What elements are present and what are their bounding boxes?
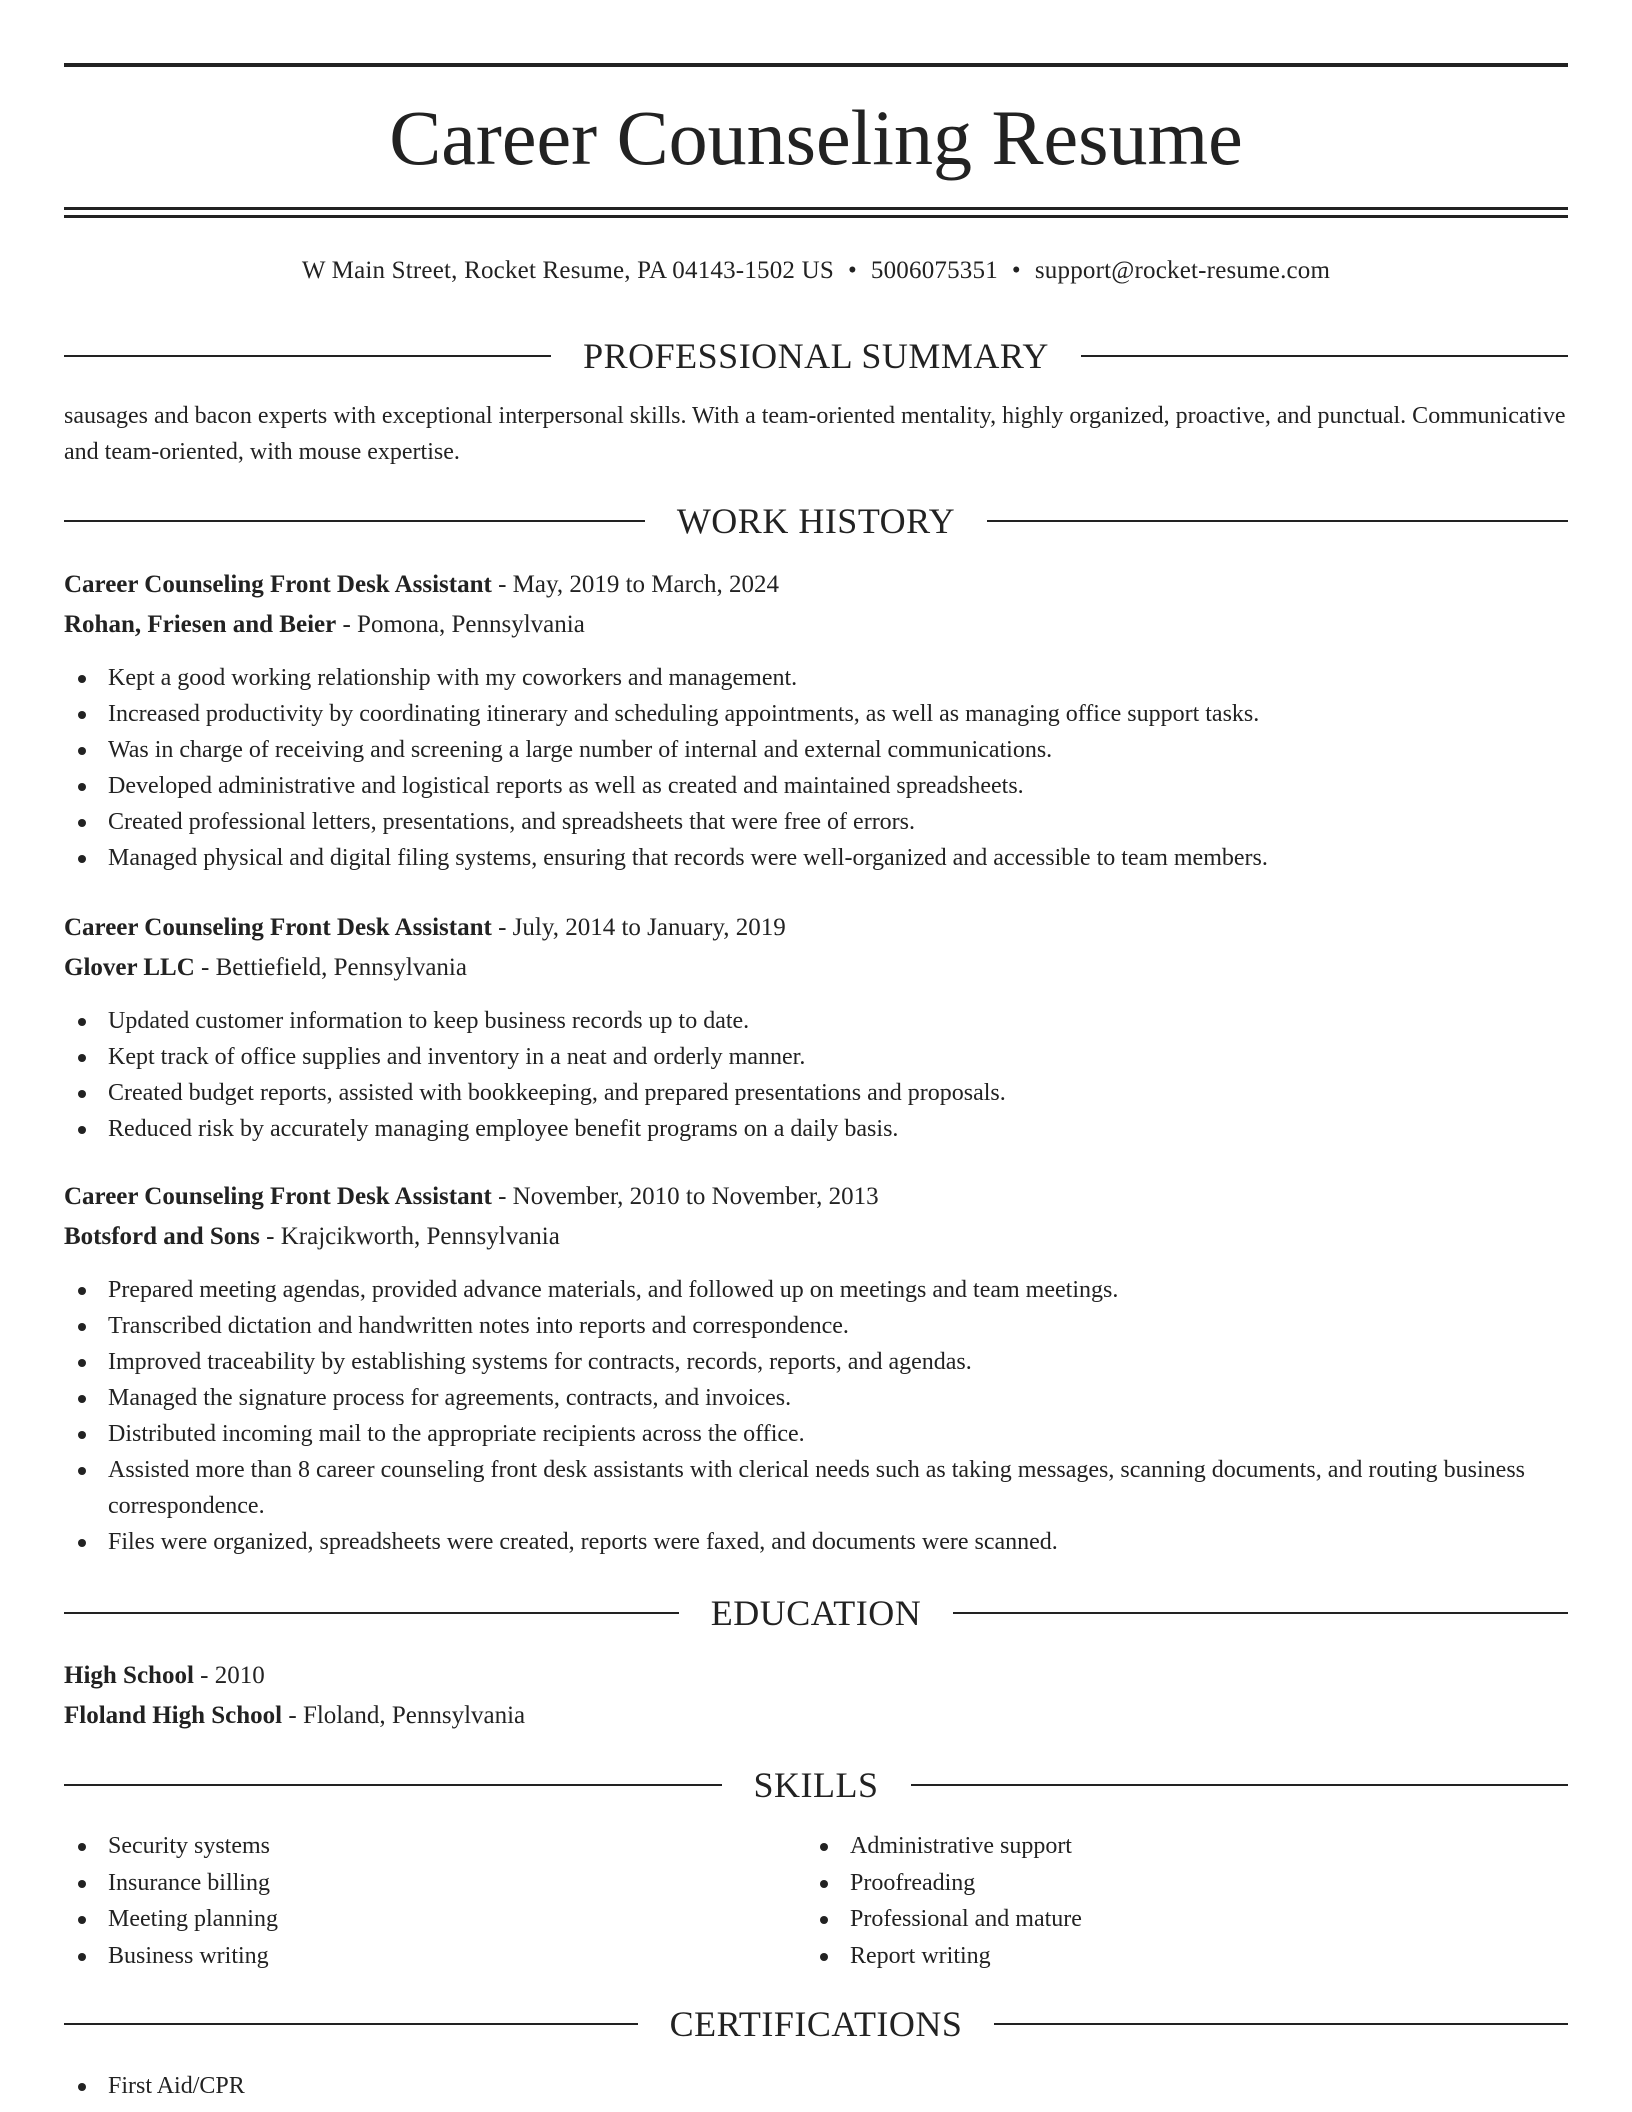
contact-line (64, 254, 1568, 288)
heading-rule (64, 355, 551, 357)
heading-rule (64, 1612, 679, 1614)
list-item: Increased productivity by coordinating itinerary and scheduling appointments, as well as managing office support tasks. (64, 696, 1568, 732)
section-heading-education (64, 1591, 1568, 1635)
list-item: Security systems (64, 1828, 804, 1865)
section-title: CERTIFICATIONS (669, 2004, 963, 2044)
list-item: First Aid/CPR (64, 2068, 1568, 2104)
education-location: - Floland, Pennsylvania (282, 1702, 526, 1729)
section-title: EDUCATION (710, 1593, 922, 1633)
list-item: Managed the signature process for agreements, contracts, and invoices. (64, 1380, 1568, 1416)
job-location: - Krajcikworth, Pennsylvania (259, 1223, 560, 1250)
job-location: - Bettiefield, Pennsylvania (194, 954, 467, 981)
section-heading-certifications (64, 2002, 1568, 2046)
list-item: Professional and mature (806, 1901, 1546, 1938)
contact-phone: 5006075351 (870, 257, 998, 284)
job-company: Rohan, Friesen and Beier (64, 611, 337, 638)
list-item: Administrative support (806, 1828, 1546, 1865)
contact-address: W Main Street, Rocket Resume, PA 04143-1502 US (301, 257, 834, 284)
list-item: Report writing (806, 1938, 1546, 1975)
job-company: Botsford and Sons (64, 1223, 260, 1250)
job-title: Career Counseling Front Desk Assistant (64, 571, 492, 598)
list-item: Kept a good working relationship with my coworkers and management. (64, 660, 1568, 696)
list-item: Business writing (64, 1938, 804, 1975)
contact-email: support@rocket-resume.com (1034, 257, 1331, 284)
heading-rule (64, 1784, 722, 1786)
list-item: Proofreading (806, 1865, 1546, 1902)
heading-rule (987, 520, 1568, 522)
list-item: Files were organized, spreadsheets were created, reports were faxed, and documents were scanned. (64, 1524, 1568, 1560)
job-company-line (64, 605, 1568, 645)
list-item: Kept track of office supplies and inventory in a neat and orderly manner. (64, 1039, 1568, 1075)
heading-rule (64, 2023, 638, 2025)
list-item: Created budget reports, assisted with bookkeeping, and prepared presentations and proposals. (64, 1075, 1568, 1111)
section-heading-skills (64, 1763, 1568, 1807)
list-item: Prepared meeting agendas, provided advance materials, and followed up on meetings and team meetings. (64, 1272, 1568, 1308)
skills-list-left (64, 1828, 804, 1974)
top-rule (64, 63, 1568, 67)
section-title: SKILLS (753, 1765, 879, 1805)
heading-rule (953, 1612, 1568, 1614)
education-school-line (64, 1696, 1568, 1736)
education-degree-line (64, 1656, 1568, 1696)
section-heading-summary (64, 334, 1568, 378)
certifications-list (64, 2068, 1568, 2104)
education-year: - 2010 (193, 1662, 265, 1689)
page-title: Career Counseling Resume (389, 94, 1243, 181)
heading-rule (64, 520, 645, 522)
job-title: Career Counseling Front Desk Assistant (64, 914, 492, 941)
list-item: Insurance billing (64, 1865, 804, 1902)
job-dates: - July, 2014 to January, 2019 (491, 914, 786, 941)
heading-rule (1081, 355, 1568, 357)
list-item: Developed administrative and logistical reports as well as created and maintained spreadsheets. (64, 768, 1568, 804)
job-dates: - November, 2010 to November, 2013 (491, 1183, 879, 1210)
list-item: Assisted more than 8 career counseling front desk assistants with clerical needs such as taking messages, scanning documents, and routing business correspondence. (64, 1452, 1568, 1524)
job-title-line (64, 565, 1568, 605)
list-item: Managed physical and digital filing systems, ensuring that records were well-organized and accessible to team members. (64, 840, 1568, 876)
job-bullets (64, 1272, 1568, 1560)
list-item: Reduced risk by accurately managing employee benefit programs on a daily basis. (64, 1111, 1568, 1147)
education-school: Floland High School (64, 1702, 283, 1729)
heading-rule (911, 1784, 1569, 1786)
list-item: Transcribed dictation and handwritten notes into reports and correspondence. (64, 1308, 1568, 1344)
summary-text: sausages and bacon experts with exceptional interpersonal skills. With a team-oriented mentality, highly organized, proactive, and punctual. Communicative and team-oriented, with mouse expertise. (64, 403, 1566, 465)
list-item: Created professional letters, presentations, and spreadsheets that were free of errors. (64, 804, 1568, 840)
list-item: Meeting planning (64, 1901, 804, 1938)
job-company-line (64, 1217, 1568, 1257)
title-rule-upper (64, 207, 1568, 210)
contact-separator: • (1011, 257, 1021, 284)
job-company-line (64, 948, 1568, 988)
list-item: Improved traceability by establishing systems for contracts, records, reports, and agendas. (64, 1344, 1568, 1380)
heading-rule (994, 2023, 1568, 2025)
job-title-line (64, 1177, 1568, 1217)
list-item: Distributed incoming mail to the appropriate recipients across the office. (64, 1416, 1568, 1452)
job-title-line (64, 908, 1568, 948)
section-heading-work (64, 499, 1568, 543)
list-item: Updated customer information to keep business records up to date. (64, 1003, 1568, 1039)
job-dates: - May, 2019 to March, 2024 (491, 571, 780, 598)
contact-separator: • (847, 257, 857, 284)
job-bullets (64, 660, 1568, 876)
title-rule-lower (64, 215, 1568, 218)
job-title: Career Counseling Front Desk Assistant (64, 1183, 492, 1210)
skills-list-right (806, 1828, 1546, 1974)
education-degree: High School (64, 1662, 194, 1689)
section-title: WORK HISTORY (676, 501, 956, 541)
list-item: Was in charge of receiving and screening a large number of internal and external communications. (64, 732, 1568, 768)
section-title: PROFESSIONAL SUMMARY (583, 336, 1049, 376)
job-location: - Pomona, Pennsylvania (336, 611, 585, 638)
job-bullets (64, 1003, 1568, 1147)
job-company: Glover LLC (64, 954, 195, 981)
